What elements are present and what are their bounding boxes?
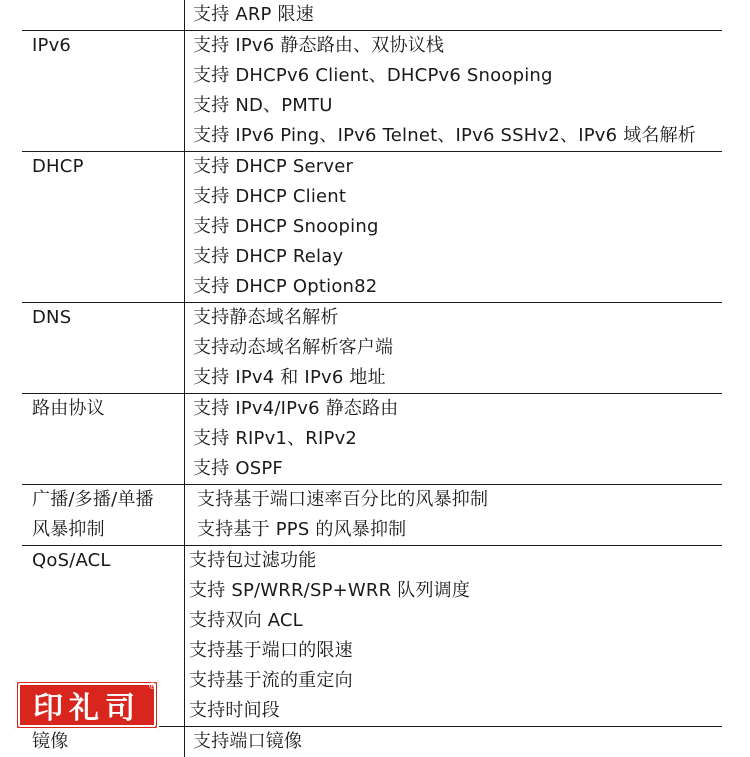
feature-list [185,0,722,30]
category-label: DNS [32,307,72,328]
spec-table [22,0,722,757]
category-label: 镜像 [32,731,69,752]
category-label: IPv6 [32,35,72,56]
feature-list [185,546,722,726]
category-cell [22,485,185,545]
feature-item: 支持端口镜像 [193,731,303,752]
watermark-stamp [15,680,159,730]
feature-item: 支持时间段 [189,700,280,721]
feature-item: 支持 RIPv1、RIPv2 [193,428,358,449]
feature-item: 支持 DHCP Snooping [193,216,379,237]
category-label: 风暴抑制 [32,519,105,540]
feature-item: 支持基于 PPS 的风暴抑制 [197,519,407,540]
feature-list [185,152,722,302]
spec-group [22,303,722,394]
feature-item: 支持 DHCP Option82 [193,276,378,297]
watermark-text: 印礼司 [18,683,156,727]
category-cell [22,727,185,757]
feature-item: 支持 IPv4/IPv6 静态路由 [193,398,399,419]
feature-item: 支持基于端口的限速 [189,640,353,661]
category-label: DHCP [32,156,84,177]
feature-item: 支持 DHCPv6 Client、DHCPv6 Snooping [193,65,553,86]
category-label [32,0,184,30]
feature-item: 支持双向 ACL [189,610,303,631]
feature-item: 支持 IPv6 Ping、IPv6 Telnet、IPv6 SSHv2、IPv6 域名解析 [193,125,697,146]
feature-item: 支持 DHCP Server [193,156,354,177]
feature-item: 支持 ND、PMTU [193,95,333,116]
feature-item: 支持动态域名解析客户端 [193,337,394,358]
feature-item: 支持 ARP 限速 [193,4,314,25]
registered-mark: ® [148,682,157,692]
category-label: 路由协议 [32,398,105,419]
category-label: 广播/多播/单播 [32,489,154,510]
spec-group [22,727,722,757]
feature-list [185,394,722,484]
feature-item: 支持基于流的重定向 [189,670,353,691]
spec-group [22,485,722,546]
feature-item: 支持 IPv4 和 IPv6 地址 [193,367,386,388]
category-label: QoS/ACL [32,550,111,571]
category-cell [22,152,185,302]
feature-list [185,727,722,757]
feature-item: 支持 IPv6 静态路由、双协议栈 [193,35,445,56]
feature-item: 支持静态域名解析 [193,307,339,328]
feature-list [185,303,722,393]
feature-item: 支持包过滤功能 [189,550,317,571]
feature-list [185,485,722,545]
feature-item: 支持 SP/WRR/SP+WRR 队列调度 [189,580,471,601]
category-cell [22,394,185,484]
category-cell [22,0,185,30]
feature-item: 支持基于端口速率百分比的风暴抑制 [197,489,489,510]
feature-item: 支持 DHCP Relay [193,246,344,267]
spec-group [22,394,722,485]
spec-group [22,31,722,152]
feature-list [185,31,722,151]
spec-group [22,152,722,303]
category-cell [22,303,185,393]
spec-group [22,0,722,31]
feature-item: 支持 DHCP Client [193,186,347,207]
category-cell [22,31,185,151]
feature-item: 支持 OSPF [193,458,283,479]
